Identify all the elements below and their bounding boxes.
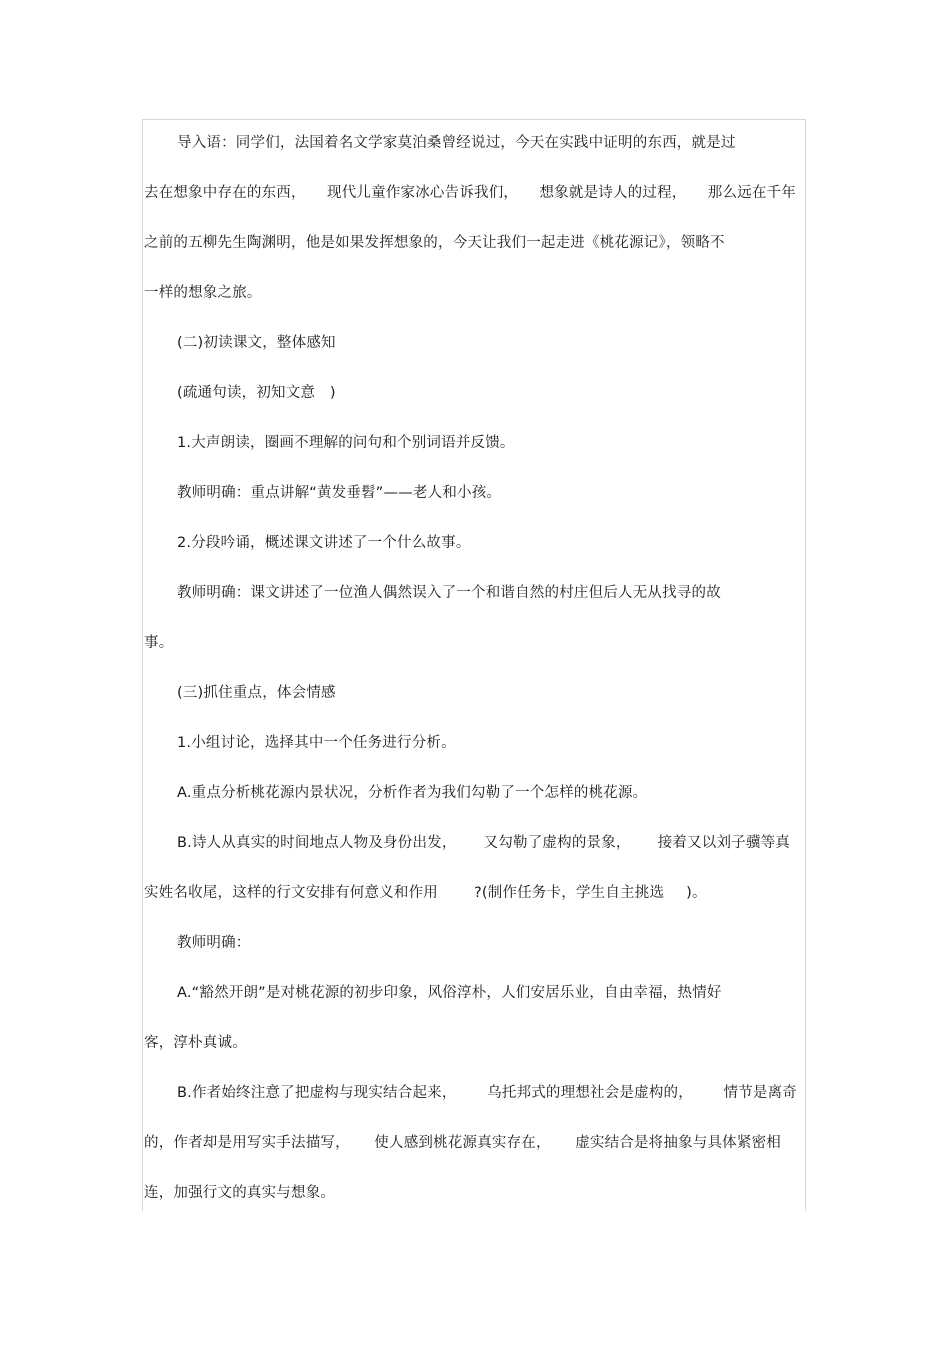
answer-b-line-2-seg-3: 虚实结合是将抽象与具体紧密相 bbox=[575, 1135, 781, 1151]
task-group-discussion: 1.小组讨论，选择其中一个任务进行分析。 bbox=[177, 735, 456, 751]
intro-line-2-seg-3: 想象就是诗人的过程， bbox=[539, 185, 687, 201]
answer-b-line-2 bbox=[144, 1131, 781, 1155]
task-option-b-line-2-seg-3: )。 bbox=[686, 885, 707, 901]
task-option-b-line-2-seg-1: 实姓名收尾，这样的行文安排有何意义和作用 bbox=[144, 885, 438, 901]
task-option-b-line-1-seg-1: B.诗人从真实的时间地点人物及身份出发， bbox=[177, 835, 457, 851]
intro-line-1: 导入语：同学们，法国着名文学家莫泊桑曾经说过，今天在实践中证明的东西，就是过 bbox=[177, 135, 736, 151]
task-option-b-line-1-seg-2: 又勾勒了虚构的景象， bbox=[483, 835, 631, 851]
intro-line-3: 之前的五柳先生陶渊明，他是如果发挥想象的，今天让我们一起走进《桃花源记》，领略不 bbox=[144, 235, 725, 251]
teacher-note-1: 教师明确：重点讲解“黄发垂髫”——老人和小孩。 bbox=[177, 485, 502, 501]
section-heading-2: (二)初读课文，整体感知 bbox=[177, 335, 336, 351]
task-option-b-line-1-seg-3: 接着又以刘子骥等真 bbox=[657, 835, 790, 851]
task-option-b-line-2 bbox=[144, 881, 714, 905]
teacher-note-2-line-1: 教师明确：课文讲述了一位渔人偶然误入了一个和谐自然的村庄但后人无从找寻的故 bbox=[177, 585, 721, 601]
answer-b-line-1-seg-1: B.作者始终注意了把虚构与现实结合起来， bbox=[177, 1085, 457, 1101]
intro-line-2-seg-1: 去在想象中存在的东西， bbox=[144, 185, 306, 201]
task-option-b-line-1 bbox=[177, 831, 790, 855]
section-2-subtitle: (疏通句读，初知文意 ) bbox=[177, 385, 336, 401]
task-1-read-aloud: 1.大声朗读，圈画不理解的问句和个别词语并反馈。 bbox=[177, 435, 515, 451]
answer-b-line-2-seg-1: 的，作者却是用写实手法描写， bbox=[144, 1135, 350, 1151]
intro-line-4: 一样的想象之旅。 bbox=[144, 285, 262, 301]
task-option-a: A.重点分析桃花源内景状况，分析作者为我们勾勒了一个怎样的桃花源。 bbox=[177, 785, 648, 801]
answer-b-line-3: 连，加强行文的真实与想象。 bbox=[144, 1185, 336, 1201]
section-heading-3: (三)抓住重点，体会情感 bbox=[177, 685, 336, 701]
task-2-recite: 2.分段吟诵，概述课文讲述了一个什么故事。 bbox=[177, 535, 471, 551]
intro-line-2-seg-4: 那么远在千年 bbox=[707, 185, 796, 201]
answer-b-line-1-seg-3: 情节是离奇 bbox=[723, 1085, 797, 1101]
intro-line-2 bbox=[144, 181, 796, 205]
answer-a-line-2: 客，淳朴真诚。 bbox=[144, 1035, 247, 1051]
intro-line-2-seg-2: 现代儿童作家冰心告诉我们， bbox=[327, 185, 519, 201]
answer-a-line-1: A.“豁然开朗”是对桃花源的初步印象，风俗淳朴，人们安居乐业，自由幸福，热情好 bbox=[177, 985, 722, 1001]
task-option-b-line-2-seg-2: ?(制作任务卡，学生自主挑选 bbox=[474, 885, 665, 901]
teacher-note-2-line-2: 事。 bbox=[144, 635, 174, 651]
answer-b-line-1 bbox=[177, 1081, 797, 1105]
answer-b-line-2-seg-2: 使人感到桃花源真实存在， bbox=[374, 1135, 551, 1151]
answer-b-line-1-seg-2: 乌托邦式的理想社会是虚构的， bbox=[487, 1085, 693, 1101]
teacher-note-3-label: 教师明确： bbox=[177, 935, 251, 951]
